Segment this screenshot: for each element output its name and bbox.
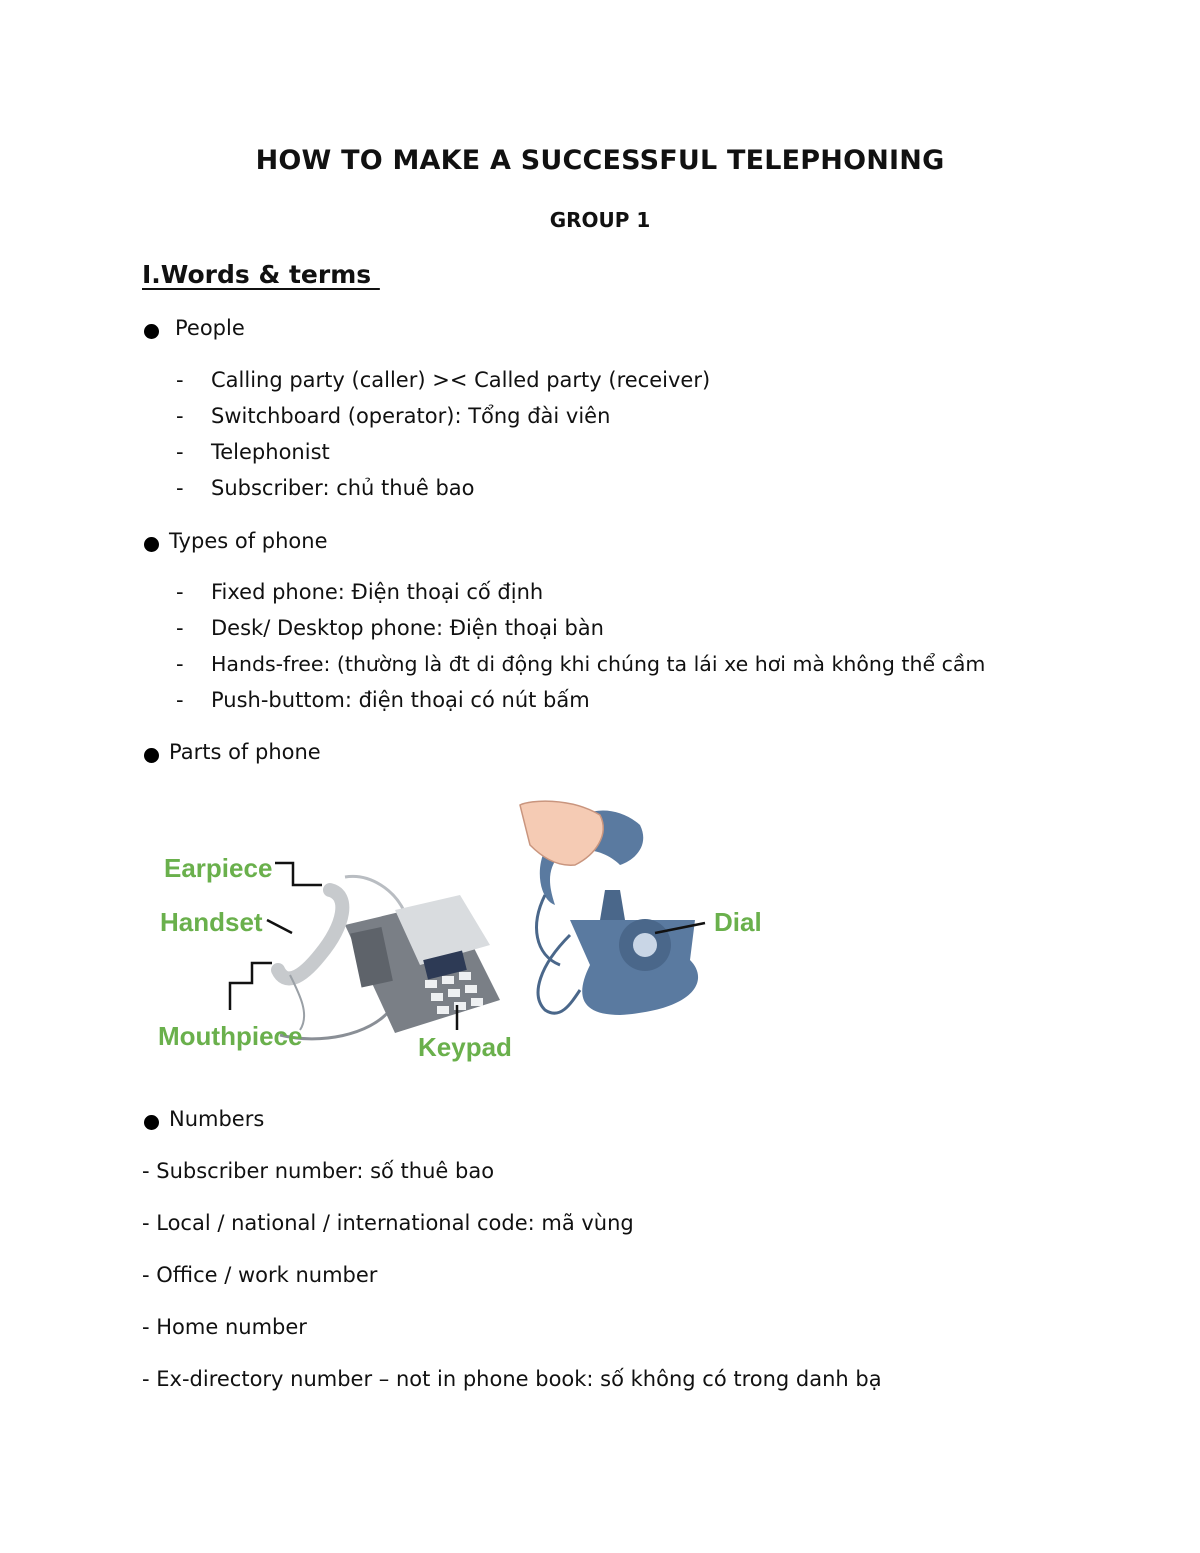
bullet-icon xyxy=(144,1115,159,1130)
list-item: Subscriber: chủ thuê bao xyxy=(211,476,475,500)
list-item: Hands-free: (thường là đt di động khi chúng ta lái xe hơi mà không thể cầm xyxy=(211,652,986,676)
desk-phone-icon xyxy=(278,876,500,1038)
dash-icon: - xyxy=(176,688,184,712)
group-label: GROUP 1 xyxy=(549,208,651,232)
list-item: Push-buttom: điện thoại có nút bấm xyxy=(211,688,590,712)
list-item: Fixed phone: Điện thoại cố định xyxy=(211,580,544,604)
list-item: - Ex-directory number – not in phone book: số không có trong danh bạ xyxy=(142,1367,882,1391)
people-heading: People xyxy=(175,316,245,340)
earpiece-label: Earpiece xyxy=(164,853,273,883)
bullet-icon xyxy=(144,537,159,552)
keypad-label: Keypad xyxy=(418,1032,512,1062)
dash-icon: - xyxy=(176,476,184,500)
dash-icon: - xyxy=(176,440,184,464)
dash-icon: - xyxy=(176,616,184,640)
list-item: Telephonist xyxy=(211,440,330,464)
dash-icon: - xyxy=(176,580,184,604)
mouthpiece-label: Mouthpiece xyxy=(158,1021,303,1051)
types-heading: Types of phone xyxy=(169,529,328,553)
phone-parts-figure xyxy=(150,795,790,1075)
handset-label: Handset xyxy=(160,907,263,937)
rotary-phone-icon xyxy=(520,801,698,1015)
list-item: Desk/ Desktop phone: Điện thoại bàn xyxy=(211,616,604,640)
bullet-icon xyxy=(144,324,159,339)
list-item: Switchboard (operator): Tổng đài viên xyxy=(211,404,611,428)
dial-label: Dial xyxy=(714,907,762,937)
list-item: - Office / work number xyxy=(142,1263,378,1287)
document-title: HOW TO MAKE A SUCCESSFUL TELEPHONING xyxy=(255,145,945,176)
list-item: - Home number xyxy=(142,1315,307,1339)
numbers-heading: Numbers xyxy=(169,1107,265,1131)
list-item: - Local / national / international code: mã vùng xyxy=(142,1211,634,1235)
list-item: - Subscriber number: số thuê bao xyxy=(142,1159,495,1183)
dash-icon: - xyxy=(176,404,184,428)
dash-icon: - xyxy=(176,368,184,392)
section-heading: I.Words & terms xyxy=(142,260,380,289)
parts-heading: Parts of phone xyxy=(169,740,321,764)
dash-icon: - xyxy=(176,652,184,676)
bullet-icon xyxy=(144,748,159,763)
list-item: Calling party (caller) >< Called party (receiver) xyxy=(211,368,711,392)
